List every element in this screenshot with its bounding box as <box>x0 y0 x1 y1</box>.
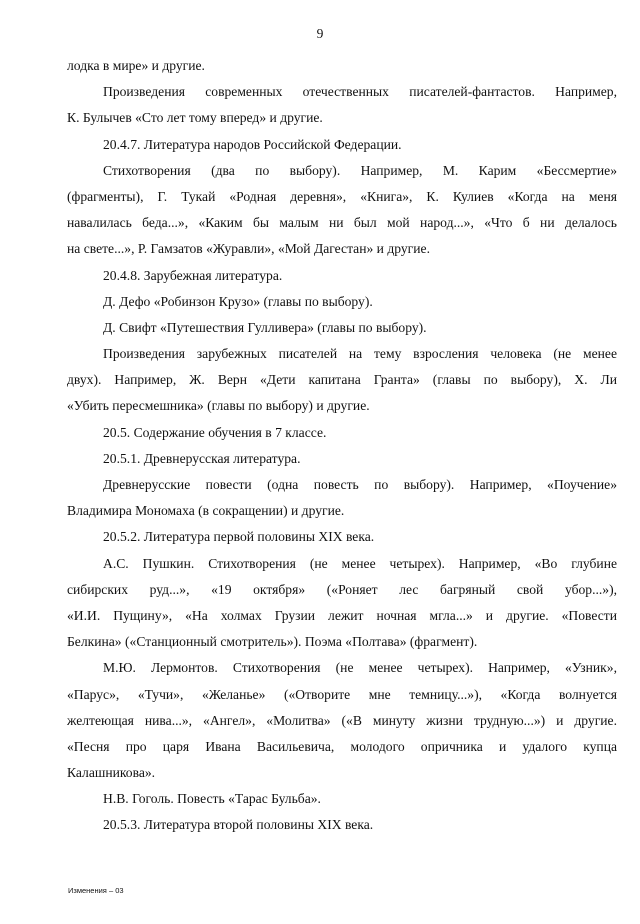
text-line: Произведения современных отечественных писателей-фантастов. Например, <box>103 84 617 100</box>
text-line: Древнерусские повести (одна повесть по выбору). Например, «Поучение» <box>103 477 617 492</box>
text-line: Владимира Мономаха (в сокращении) и другие. <box>67 503 345 519</box>
footer-note: Изменения – 03 <box>68 886 124 895</box>
text-line: «Парус», «Тучи», «Желанье» («Отворите мне темницу...»), «Когда волнуется <box>67 686 617 702</box>
text-line: Белкина» («Станционный смотритель»). Поэма «Полтава» (фрагмент). <box>67 634 478 650</box>
text-line: 20.5.3. Литература второй половины XIX века. <box>103 817 374 833</box>
text-line: Н.В. Гоголь. Повесть «Тарас Бульба». <box>103 791 321 807</box>
text-line: лодка в мире» и другие. <box>67 58 205 73</box>
page-number: 9 <box>316 26 324 41</box>
text-line: желтеющая нива...», «Ангел», «Молитва» («В минуту жизни трудную...») и другие. <box>67 712 617 728</box>
text-line: «Песня про царя Ивана Васильевича, молодого опричника и удалого купца <box>67 738 617 754</box>
text-line: 20.4.8. Зарубежная литература. <box>103 267 283 283</box>
text-line: сибирских руд...», «19 октября» («Роняет лес багряный свой убор...»), <box>67 581 617 597</box>
text-line: навалилась беда...», «Каким бы малым ни был мой народ...», «Что б ни делалось <box>67 215 617 231</box>
text-line: двух). Например, Ж. Верн «Дети капитана Гранта» (главы по выбору), Х. Ли <box>67 372 617 388</box>
text-line: (фрагменты), Г. Тукай «Родная деревня», «Книга», К. Кулиев «Когда на меня <box>67 188 617 204</box>
text-line: Стихотворения (два по выбору). Например, М. Карим «Бессмертие» <box>103 162 617 178</box>
document-body <box>67 53 617 839</box>
text-line: «И.И. Пущину», «На холмах Грузии лежит ночная мгла...» и другие. «Повести <box>67 607 617 623</box>
text-line: 20.5.2. Литература первой половины XIX века. <box>103 529 375 545</box>
text-line: Д. Дефо «Робинзон Крузо» (главы по выбору). <box>103 293 373 309</box>
text-line: К. Булычев «Сто лет тому вперед» и другие. <box>67 110 323 126</box>
text-line: 20.4.7. Литература народов Российской Федерации. <box>103 136 402 152</box>
text-line: 20.5.1. Древнерусская литература. <box>103 450 301 466</box>
text-line: М.Ю. Лермонтов. Стихотворения (не менее четырех). Например, «Узник», <box>103 660 617 676</box>
text-line: А.С. Пушкин. Стихотворения (не менее четырех). Например, «Во глубине <box>103 555 617 571</box>
text-line: Калашникова». <box>67 765 156 781</box>
text-line: Д. Свифт «Путешествия Гулливера» (главы по выбору). <box>103 319 427 335</box>
text-line: «Убить пересмешника» (главы по выбору) и другие. <box>67 398 370 414</box>
text-line: Произведения зарубежных писателей на тему взросления человека (не менее <box>103 346 617 362</box>
text-line: 20.5. Содержание обучения в 7 классе. <box>103 424 327 440</box>
text-line: на свете...», Р. Гамзатов «Журавли», «Мой Дагестан» и другие. <box>67 241 430 257</box>
